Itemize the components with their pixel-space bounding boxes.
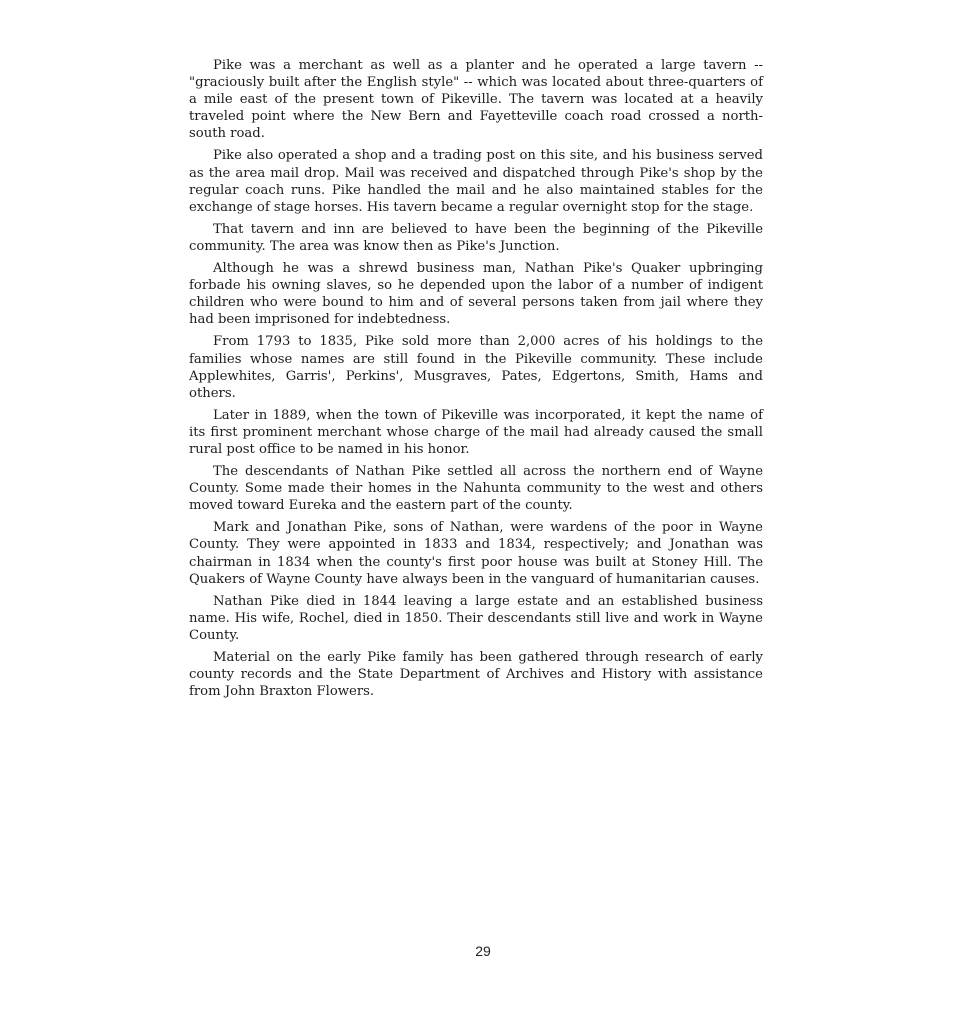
page-number: 29 bbox=[475, 943, 491, 959]
paragraph-incorporation: Later in 1889, when the town of Pikeville was incorporated, it kept the name of its first prominent merchant whose charge of the mail had already caused the small rural post office to be named in his honor. bbox=[189, 407, 763, 457]
paragraph-death: Nathan Pike died in 1844 leaving a large estate and an established business name. His wife, Rochel, died in 1850. Their descendants still live and work in Wayne County. bbox=[189, 593, 763, 643]
paragraph-descendants: The descendants of Nathan Pike settled all across the northern end of Wayne County. Some made their homes in the Nahunta community to the west and others moved toward Eureka and the eastern part of the county. bbox=[189, 464, 763, 514]
paragraph-tavern: Pike was a merchant as well as a planter and he operated a large tavern -- "graciously built after the English style" -- which was located about three-quarters of a mile east of the present town of Pikeville. The tavern was located at a heavily traveled point where the New Bern and Fayetteville coach road crossed a north-south road. bbox=[189, 58, 763, 142]
paragraph-sources: Material on the early Pike family has been gathered through research of early county records and the State Department of Archives and History with assistance from John Braxton Flowers. bbox=[189, 650, 763, 700]
paragraph-trading-post: Pike also operated a shop and a trading post on this site, and his business served as the area mail drop. Mail was received and dispatched through Pike's shop by the regular coach runs. Pike handled the mail and he also maintained stables for the exchange of stage horses. His tavern became a regular overnight stop for the stage. bbox=[189, 148, 763, 215]
paragraph-quaker-upbringing: Although he was a shrewd business man, Nathan Pike's Quaker upbringing forbade his owning slaves, so he depended upon the labor of a number of indigent children who were bound to him and of several persons taken from jail where they had been imprisoned for indebtedness. bbox=[189, 261, 763, 328]
paragraph-wardens: Mark and Jonathan Pike, sons of Nathan, were wardens of the poor in Wayne County. They were appointed in 1833 and 1834, respectively; and Jonathan was chairman in 1834 when the county's first poor house was built at Stoney Hill. The Quakers of Wayne County have always been in the vanguard of humanitarian causes. bbox=[189, 520, 763, 587]
body-text bbox=[189, 57, 763, 705]
paragraph-community-origin: That tavern and inn are believed to have been the beginning of the Pikeville community. The area was know then as Pike's Junction. bbox=[189, 221, 763, 254]
paragraph-land-sales: From 1793 to 1835, Pike sold more than 2,000 acres of his holdings to the families whose names are still found in the Pikeville community. These include Applewhites, Garris', Perkins', Musgraves, Pates, Edgertons, Smith, Hams and others. bbox=[189, 334, 763, 401]
